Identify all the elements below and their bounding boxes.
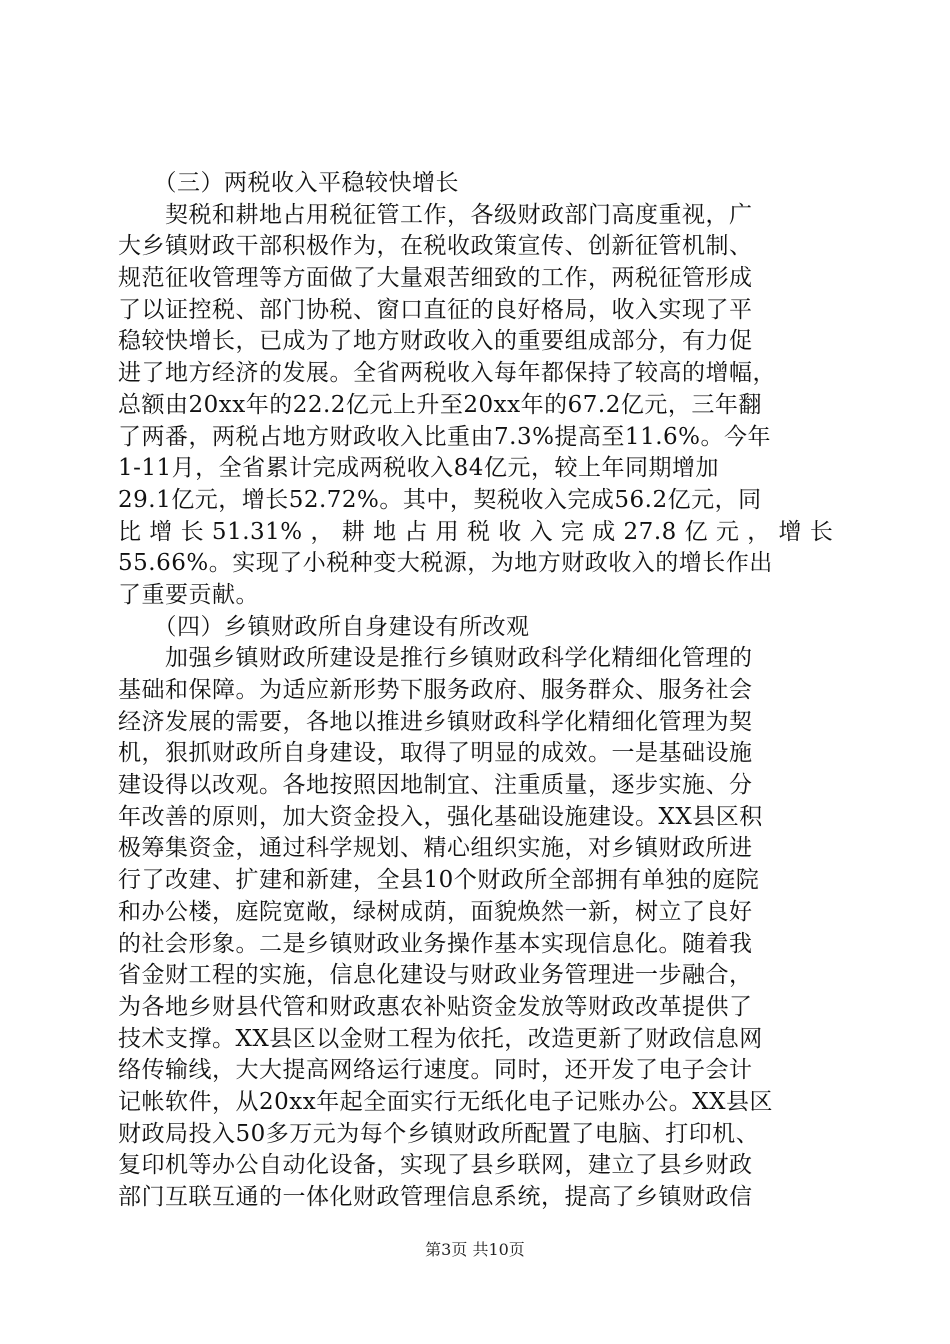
text-line: 的社会形象。二是乡镇财政业务操作基本实现信息化。随着我 — [118, 930, 753, 957]
text-line: 总额由20xx年的22.2亿元上升至20xx年的67.2亿元，三年翻 — [118, 391, 762, 418]
text-line: 29.1亿元，增长52.72%。其中，契税收入完成56.2亿元，同 — [118, 486, 762, 513]
text-line: 了重要贡献。 — [118, 581, 259, 608]
text-line: 加强乡镇财政所建设是推行乡镇财政科学化精细化管理的 — [118, 645, 753, 672]
text-line: （三）两税收入平稳较快增长 — [118, 170, 459, 196]
text-line: 记帐软件，从20xx年起全面实行无纸化电子记账办公。XX县区 — [118, 1088, 773, 1115]
text-line: 机，狠抓财政所自身建设，取得了明显的成效。一是基础设施 — [118, 740, 753, 767]
text-line: 契税和耕地占用税征管工作，各级财政部门高度重视，广 — [118, 201, 753, 228]
text-line: 稳较快增长，已成为了地方财政收入的重要组成部分，有力促 — [118, 328, 753, 355]
text-line: 基础和保障。为适应新形势下服务政府、服务群众、服务社会 — [118, 677, 753, 703]
text-line: 1-11月，全省累计完成两税收入84亿元，较上年同期增加 — [118, 455, 719, 482]
page-number: 第3页 共10页 — [425, 1240, 525, 1259]
text-line: 省金财工程的实施，信息化建设与财政业务管理进一步融合， — [118, 962, 753, 989]
text-line: 极筹集资金，通过科学规划、精心组织实施，对乡镇财政所进 — [118, 835, 753, 862]
text-line: 比 增 长 51.31% ， 耕 地 占 用 税 收 入 完 成 27.8 亿 元 ， 增 长 — [118, 518, 834, 545]
section-heading: （四）乡镇财政所自身建设有所改观 — [118, 613, 530, 640]
text-line: 部门互联互通的一体化财政管理信息系统，提高了乡镇财政信 — [118, 1184, 753, 1210]
text-line: 建设得以改观。各地按照因地制宜、注重质量，逐步实施、分 — [118, 772, 753, 799]
text-line: 年改善的原则，加大资金投入，强化基础设施建设。XX县区积 — [118, 803, 763, 830]
text-line: 进了地方经济的发展。全省两税收入每年都保持了较高的增幅， — [118, 360, 776, 387]
text-line: 大乡镇财政干部积极作为，在税收政策宣传、创新征管机制、 — [118, 233, 753, 260]
text-line: 行了改建、扩建和新建，全县10个财政所全部拥有单独的庭院 — [118, 867, 760, 894]
body-text — [118, 168, 834, 1214]
text-line: 规范征收管理等方面做了大量艰苦细致的工作，两税征管形成 — [118, 265, 753, 292]
text-line: 了以证控税、部门协税、窗口直征的良好格局，收入实现了平 — [118, 296, 753, 323]
text-line: 技术支撑。XX县区以金财工程为依托，改造更新了财政信息网 — [118, 1025, 763, 1052]
text-line: 和办公楼，庭院宽敞，绿树成荫，面貌焕然一新，树立了良好 — [118, 898, 753, 925]
text-line: 复印机等办公自动化设备，实现了县乡联网，建立了县乡财政 — [118, 1152, 753, 1179]
text-line: 经济发展的需要，各地以推进乡镇财政科学化精细化管理为契 — [118, 708, 753, 735]
text-line: 为各地乡财县代管和财政惠农补贴资金发放等财政改革提供了 — [118, 993, 753, 1020]
text-line: 55.66%。实现了小税种变大税源，为地方财政收入的增长作出 — [118, 550, 773, 577]
text-line: 了两番，两税占地方财政收入比重由7.3%提高至11.6%。今年 — [118, 423, 771, 450]
text-line: 络传输线，大大提高网络运行速度。同时，还开发了电子会计 — [118, 1057, 753, 1084]
text-line: 财政局投入50多万元为每个乡镇财政所配置了电脑、打印机、 — [118, 1120, 760, 1147]
